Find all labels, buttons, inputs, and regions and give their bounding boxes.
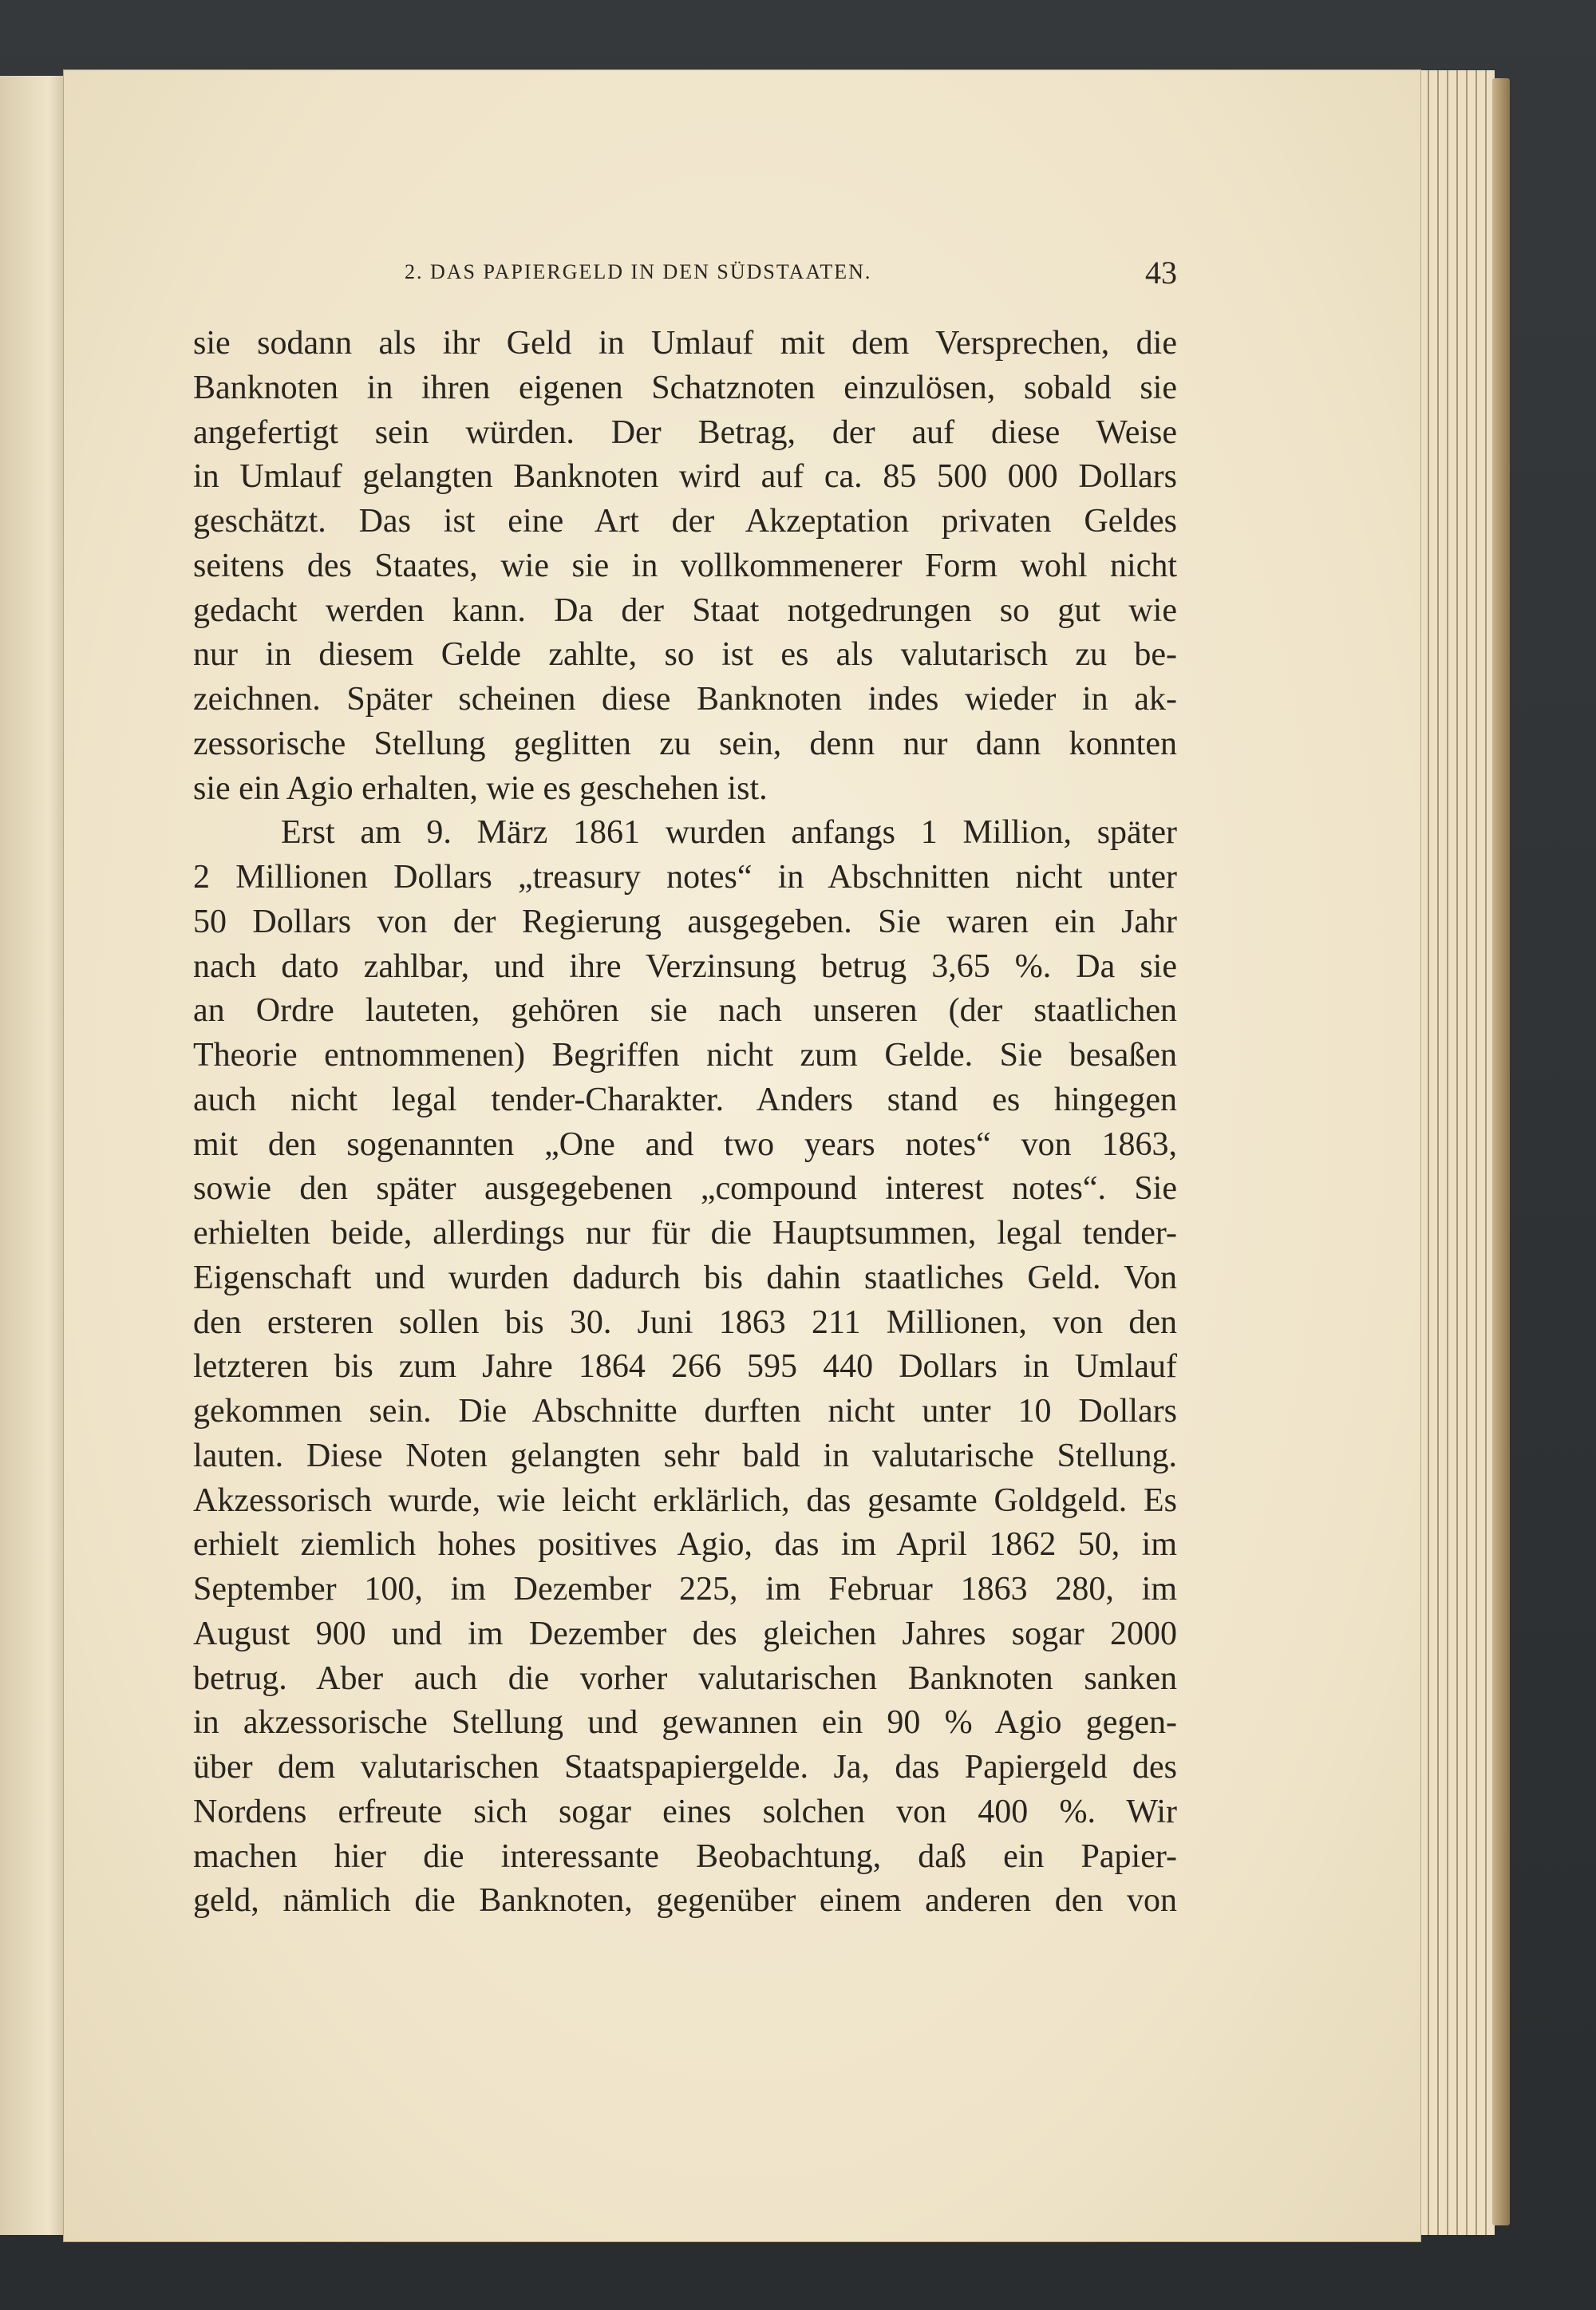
left-page-edge	[0, 76, 72, 2235]
text-line: August 900 und im Dezember des gleichen Jahres sogar 2000	[193, 1615, 1177, 1652]
text-line: Eigenschaft und wurden dadurch bis dahin staatliches Geld. Von	[193, 1259, 1177, 1296]
text-line: Theorie entnommenen) Begriffen nicht zum Gelde. Sie besaßen	[193, 1037, 1177, 1074]
text-line: erhielten beide, allerdings nur für die Hauptsummen, legal tender-	[193, 1215, 1177, 1252]
text-line: den ersteren sollen bis 30. Juni 1863 211 Millionen, von den	[193, 1303, 1177, 1341]
text-line: September 100, im Dezember 225, im Februar 1863 280, im	[193, 1571, 1177, 1608]
text-line: sowie den später ausgegebenen „compound interest notes“. Sie	[193, 1170, 1177, 1208]
text-line: 50 Dollars von der Regierung ausgegeben. Sie waren ein Jahr	[193, 903, 1177, 940]
running-title: 2. DAS PAPIERGELD IN DEN SÜDSTAATEN.	[405, 260, 872, 283]
running-head	[405, 254, 1177, 291]
text-line: sie ein Agio erhalten, wie es geschehen ist.	[193, 769, 768, 807]
text-line: 2 Millionen Dollars „treasury notes“ in Abschnitten nicht unter	[193, 859, 1177, 896]
text-line: über dem valutarischen Staatspapiergelde. Ja, das Papiergeld des	[193, 1749, 1177, 1786]
page-number: 43	[1145, 255, 1177, 291]
text-line: sie sodann als ihr Geld in Umlauf mit dem Versprechen, die	[193, 325, 1177, 362]
text-line: mit den sogenannten „One and two years notes“ von 1863,	[193, 1125, 1177, 1163]
text-line: machen hier die interessante Beobachtung, daß ein Papier-	[193, 1837, 1177, 1875]
text-line: zessorische Stellung geglitten zu sein, denn nur dann konnten	[193, 725, 1177, 762]
text-line: nach dato zahlbar, und ihre Verzinsung betrug 3,65 %. Da sie	[193, 947, 1177, 985]
text-line: zeichnen. Später scheinen diese Banknoten indes wieder in ak-	[193, 681, 1177, 718]
text-line: geld, nämlich die Banknoten, gegenüber einem anderen den von	[193, 1882, 1177, 1920]
text-line: lauten. Diese Noten gelangten sehr bald in valutarische Stellung.	[193, 1437, 1177, 1474]
text-line: angefertigt sein würden. Der Betrag, der auf diese Weise	[193, 413, 1177, 451]
page-stack-edges	[1416, 70, 1536, 2235]
text-line: geschätzt. Das ist eine Art der Akzeptation privaten Geldes	[193, 503, 1177, 540]
text-line: auch nicht legal tender-Charakter. Anders stand es hingegen	[193, 1081, 1177, 1118]
text-line: in akzessorische Stellung und gewannen ein 90 % Agio gegen-	[193, 1704, 1177, 1742]
text-line: seitens des Staates, wie sie in vollkommenerer Form wohl nicht	[193, 547, 1177, 584]
text-line: in Umlauf gelangten Banknoten wird auf ca. 85 500 000 Dollars	[193, 458, 1177, 496]
text-line-paragraph-start: Erst am 9. März 1861 wurden anfangs 1 Million, später	[281, 814, 1177, 852]
text-line: letzteren bis zum Jahre 1864 266 595 440 Dollars in Umlauf	[193, 1348, 1177, 1386]
text-line: an Ordre lauteten, gehören sie nach unseren (der staatlichen	[193, 992, 1177, 1030]
text-line: nur in diesem Gelde zahlte, so ist es als valutarisch zu be-	[193, 636, 1177, 674]
text-line: erhielt ziemlich hohes positives Agio, das im April 1862 50, im	[193, 1526, 1177, 1564]
text-line: Akzessorisch wurde, wie leicht erklärlich, das gesamte Goldgeld. Es	[193, 1481, 1177, 1519]
text-line: Banknoten in ihren eigenen Schatznoten einzulösen, sobald sie	[193, 369, 1177, 406]
text-line: gedacht werden kann. Da der Staat notgedrungen so gut wie	[193, 591, 1177, 629]
text-line: betrug. Aber auch die vorher valutarischen Banknoten sanken	[193, 1659, 1177, 1697]
body-text	[193, 322, 1177, 1924]
text-line: gekommen sein. Die Abschnitte durften nicht unter 10 Dollars	[193, 1393, 1177, 1430]
text-line: Nordens erfreute sich sogar eines solchen von 400 %. Wir	[193, 1793, 1177, 1830]
